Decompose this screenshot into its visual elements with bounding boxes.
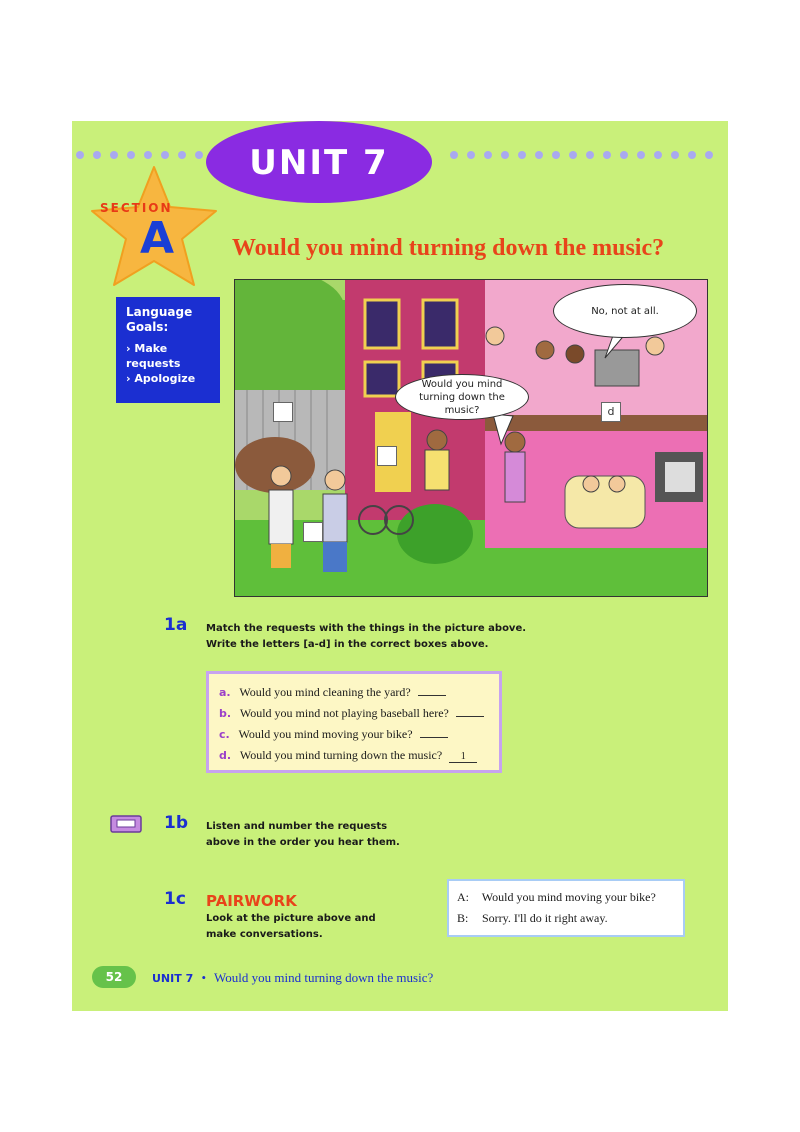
list-item bbox=[219, 724, 499, 745]
instruction-line: Look at the picture above and bbox=[206, 913, 376, 924]
dot bbox=[161, 151, 169, 159]
item-letter: d. bbox=[219, 749, 232, 762]
item-text: Would you mind moving your bike? bbox=[238, 727, 413, 741]
requests-list bbox=[206, 671, 502, 773]
dot bbox=[586, 151, 594, 159]
dot bbox=[93, 151, 101, 159]
dot bbox=[178, 151, 186, 159]
answer-blank[interactable]: 1 bbox=[449, 752, 477, 763]
instruction-line: above in the order you hear them. bbox=[206, 837, 400, 848]
dot bbox=[76, 151, 84, 159]
item-text: Would you mind turning down the music? bbox=[239, 748, 443, 762]
exercise-number-1b: 1b bbox=[164, 813, 188, 833]
cassette-icon bbox=[110, 815, 142, 833]
instruction-line: Write the letters [a-d] in the correct boxes above. bbox=[206, 639, 489, 650]
speech-bubble-request: Would you mind turning down the music? bbox=[395, 374, 529, 420]
scene-illustration bbox=[234, 279, 708, 597]
conversation-line bbox=[457, 908, 683, 929]
dot bbox=[518, 151, 526, 159]
speaker-label: B: bbox=[457, 911, 469, 925]
section-label: SECTION bbox=[100, 201, 173, 215]
item-letter: c. bbox=[219, 728, 230, 741]
answer-box[interactable] bbox=[303, 522, 323, 542]
list-item bbox=[219, 682, 499, 703]
footer-unit-label: UNIT 7 bbox=[152, 972, 194, 985]
line-text: Sorry. I'll do it right away. bbox=[482, 911, 608, 925]
line-text: Would you mind moving your bike? bbox=[481, 890, 656, 904]
footer-separator: • bbox=[201, 970, 207, 985]
speaker-label: A: bbox=[457, 890, 469, 904]
page-title: Would you mind turning down the music? bbox=[232, 235, 665, 261]
list-item bbox=[219, 703, 499, 724]
answer-box[interactable] bbox=[273, 402, 293, 422]
answer-blank[interactable] bbox=[456, 706, 484, 717]
list-item bbox=[219, 745, 499, 766]
footer-title bbox=[152, 970, 433, 986]
answer-blank[interactable] bbox=[420, 727, 448, 738]
answer-blank[interactable] bbox=[418, 685, 446, 696]
sample-conversation bbox=[447, 879, 685, 937]
goal-item: › Apologize bbox=[126, 372, 196, 385]
dot bbox=[705, 151, 713, 159]
answer-box-filled[interactable]: d bbox=[601, 402, 621, 422]
item-text: Would you mind cleaning the yard? bbox=[239, 685, 411, 699]
dot bbox=[110, 151, 118, 159]
dot bbox=[637, 151, 645, 159]
dot bbox=[654, 151, 662, 159]
dot bbox=[603, 151, 611, 159]
dot bbox=[569, 151, 577, 159]
dot bbox=[535, 151, 543, 159]
footer-title-text: Would you mind turning down the music? bbox=[214, 970, 434, 985]
item-letter: b. bbox=[219, 707, 232, 720]
exercise-1c-instructions bbox=[206, 911, 376, 943]
unit-banner bbox=[206, 121, 432, 203]
speech-bubble-reply: No, not at all. bbox=[553, 284, 697, 338]
item-letter: a. bbox=[219, 686, 231, 699]
dot bbox=[450, 151, 458, 159]
conversation-line bbox=[457, 887, 683, 908]
answer-box[interactable] bbox=[377, 446, 397, 466]
section-letter: A bbox=[140, 213, 175, 264]
textbook-page bbox=[72, 121, 728, 1011]
goals-heading: Language Goals: bbox=[126, 305, 193, 334]
dot bbox=[552, 151, 560, 159]
exercise-number-1c: 1c bbox=[164, 889, 186, 909]
exercise-number-1a: 1a bbox=[164, 615, 188, 635]
dot bbox=[501, 151, 509, 159]
item-text: Would you mind not playing baseball here? bbox=[239, 706, 449, 720]
language-goals-box bbox=[116, 297, 220, 403]
instruction-line: Listen and number the requests bbox=[206, 821, 388, 832]
dot bbox=[144, 151, 152, 159]
dot bbox=[688, 151, 696, 159]
unit-title: UNIT 7 bbox=[249, 143, 389, 183]
goal-item-label: Make requests bbox=[126, 342, 181, 370]
dot bbox=[620, 151, 628, 159]
goal-item: › Make requests bbox=[126, 342, 181, 370]
goal-item-label: Apologize bbox=[134, 372, 196, 385]
exercise-1a-instructions bbox=[206, 621, 526, 653]
page-number: 52 bbox=[92, 966, 136, 988]
dot bbox=[195, 151, 203, 159]
dot bbox=[484, 151, 492, 159]
instruction-line: Match the requests with the things in the picture above. bbox=[206, 623, 527, 634]
dot bbox=[671, 151, 679, 159]
dot bbox=[127, 151, 135, 159]
instruction-line: make conversations. bbox=[206, 929, 323, 940]
exercise-1b-instructions bbox=[206, 819, 400, 851]
pairwork-label: PAIRWORK bbox=[206, 892, 297, 910]
dot bbox=[467, 151, 475, 159]
